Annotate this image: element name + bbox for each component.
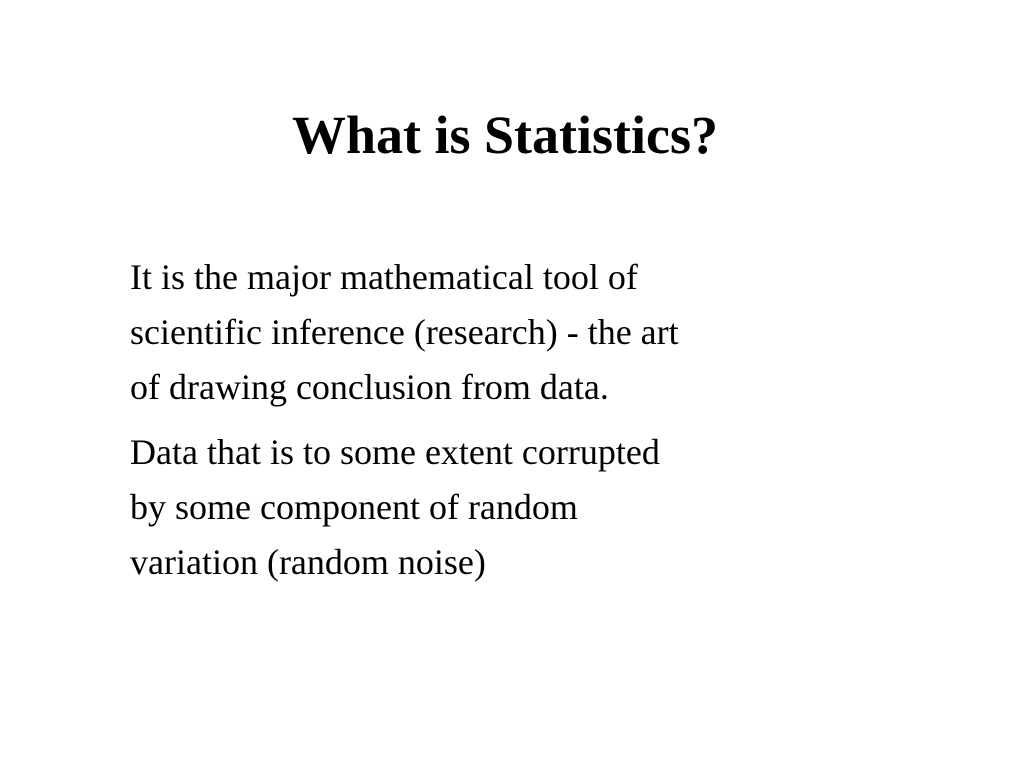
paragraph-line: variation (random noise) (130, 542, 486, 582)
paragraph-line: It is the major mathematical tool of (130, 257, 638, 297)
slide-title: What is Statistics? (291, 105, 718, 165)
data-description-paragraph (130, 425, 850, 590)
definition-paragraph (130, 250, 850, 415)
paragraph-line: Data that is to some extent corrupted (130, 432, 660, 472)
slide-body (130, 250, 850, 590)
paragraph-line: of drawing conclusion from data. (130, 367, 609, 407)
paragraph-line: scientific inference (research) - the art (130, 312, 679, 352)
paragraph-line: by some component of random (130, 487, 578, 527)
